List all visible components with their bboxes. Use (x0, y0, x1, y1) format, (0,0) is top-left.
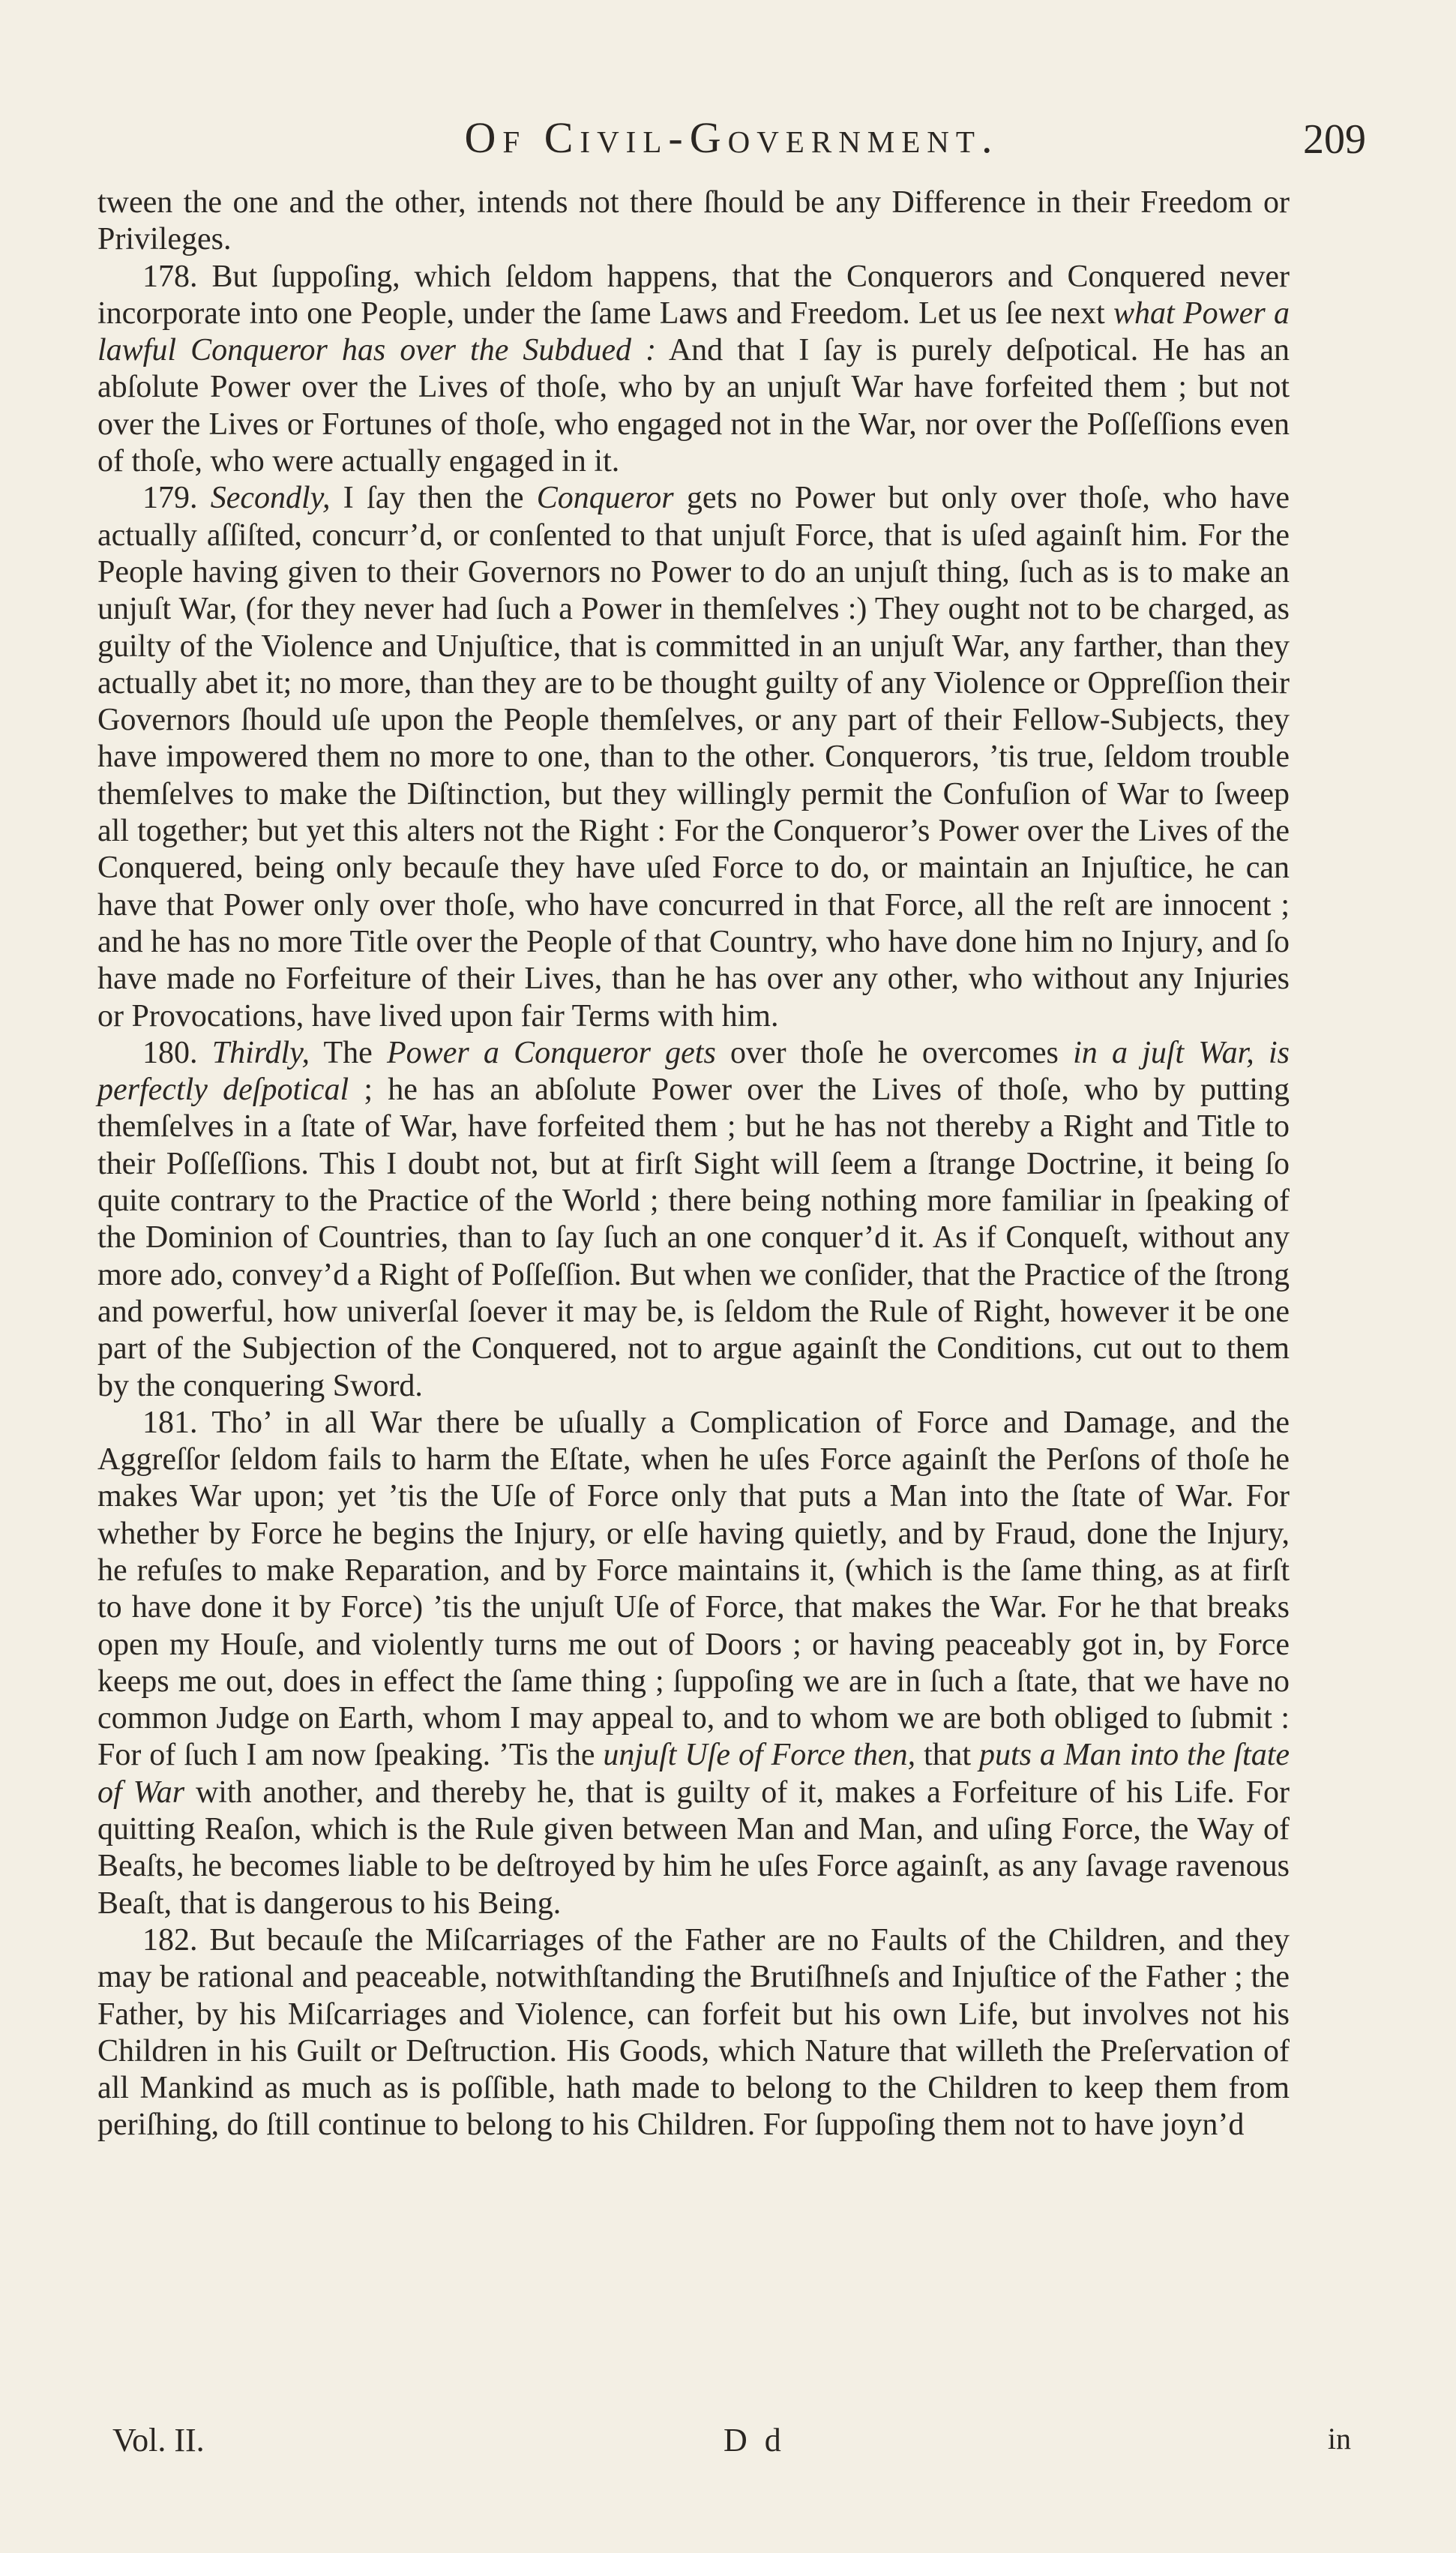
text-run: 179. (142, 481, 211, 516)
paragraph (97, 480, 1290, 1034)
catchword: in (1327, 2422, 1351, 2456)
page-header (97, 112, 1366, 180)
signature-mark: D d (724, 2422, 786, 2458)
text-run: 181. Tho’ in all War there be uſually a Complication of Force and Damage, and the Aggreſſor ſeldom fails to harm the Eſtate, when he uſes Force againſt the Perſons of thoſe he makes War upon; yet ’tis the Uſe of Force only that puts a Man into the ſtate of War. For whether by Force he begins the Injury, or elſe having quietly, and by Fraud, done the Injury, he refuſes to make Reparation, and by Force maintains it, (which is the ſame thing, as at firſt to have done it by Force) ’tis the unjuſt Uſe of Force, that makes the War. For he that breaks open my Houſe, and violently turns me out of Doors ; or having peaceably got in, by Force keeps me out, does in effect the ſame thing ; ſuppoſing we are in ſuch a ſtate, that we have no common Judge on Earth, whom I may appeal to, and to whom we are both obliged to ſubmit : For of ſuch I am now ſpeaking. ’Tis the (97, 1405, 1290, 1773)
text-run: And that I ſay is purely deſpotical. He has an abſolute Power over the Lives of thoſe, who by an unjuſt War have forfeited them ; but not over the Lives or Fortunes of thoſe, who engaged not in the War, nor over the Poſſeſſions even of thoſe, who were actually engaged in it. (97, 333, 1290, 479)
running-head: Of Civil-Government. (464, 113, 999, 162)
text-run: gets no Power but only over thoſe, who have actually aſſiſted, concurr’d, or conſented to that unjuſt Force, that is uſed againſt him. For the People having given to their Governors no Power to do an unjuſt thing, ſuch as is to make an unjuſt War, (for they never had ſuch a Power in themſelves :) They ought not to be charged, as guilty of the Violence and Unjuſtice, that is committed in an unjuſt War, any farther, than they actually abet it; no more, than they are to be thought guilty of any Violence or Oppreſſion their Governors ſhould uſe upon the People themſelves, or any part of their Fellow-Subjects, they have impowered them no more to one, than to the other. Conquerors, ’tis true, ſeldom trouble themſelves to make the Diſtinction, but they willingly permit the Confuſion of War to ſweep all together; but yet this alters not the Right : For the Conqueror’s Power over the Lives of the Conquered, being only becauſe they have uſed Force to do, or maintain an Injuſtice, he can have that Power only over thoſe, who have concurred in that Force, all the reſt are innocent ; and he has no more Title over the People of that Country, who have done him no Injury, and ſo have made no Forfeiture of their Lives, than he has over any other, who without any Injuries or Provocations, have lived upon fair Terms with him. (97, 481, 1290, 1034)
page-footer (97, 2421, 1366, 2466)
page-number: 209 (1303, 116, 1366, 163)
body-text (97, 184, 1290, 2144)
paragraph (97, 1035, 1290, 1405)
paragraph (97, 1922, 1290, 2144)
italic-text-run: what Power a lawful Conqueror has over the Subdued : (97, 296, 1290, 368)
italic-text-run: in a juſt War, is perfectly deſpotical (97, 1035, 1290, 1108)
text-run: 182. But becauſe the Miſcarriages of the Father are no Faults of the Children, and they may be rational and peaceable, notwithſtanding the Brutiſhneſs and Injuſtice of the Father ; the Father, by his Miſcarriages and Violence, can forfeit but his own Life, but involves not his Children in his Guilt or Deſtruction. His Goods, which Nature that willeth the Preſervation of all Mankind as much as is poſſible, hath made to belong to the Children to keep them from periſhing, do ſtill continue to belong to his Children. For ſuppoſing them not to have joyn’d (97, 1922, 1290, 2143)
text-run: The (310, 1035, 388, 1070)
text-run: over thoſe he overcomes (715, 1035, 1074, 1070)
paragraph (97, 259, 1290, 481)
italic-text-run: Conqueror (536, 481, 674, 516)
italic-text-run: Power a Conqueror gets (387, 1035, 716, 1070)
text-run: tween the one and the other, intends not there ſhould be any Difference in their Freedom or Privileges. (97, 185, 1290, 257)
text-run: 180. (142, 1035, 212, 1070)
text-run: I ſay then the (330, 481, 537, 516)
paragraph (97, 184, 1290, 259)
text-run: 178. But ſuppoſing, which ſeldom happens, that the Conquerors and Conquered never incorporate into one People, under the ſame Laws and Freedom. Let us ſee next (97, 259, 1290, 331)
volume-label: Vol. II. (112, 2422, 205, 2458)
text-run: that (915, 1738, 979, 1773)
text-run: ; he has an abſolute Power over the Lives of thoſe, who by putting themſelves in a ſtate of War, have forfeited them ; but he has not thereby a Right and Title to their Poſſeſſions. This I doubt not, but at firſt Sight will ſeem a ſtrange Doctrine, it being ſo quite contrary to the Practice of the World ; there being nothing more familiar in ſpeaking of the Dominion of Countries, than to ſay ſuch an one conquer’d it. As if Conqueſt, without any more ado, convey’d a Right of Poſſeſſion. But when we conſider, that the Practice of the ſtrong and powerful, how univerſal ſoever it may be, is ſeldom the Rule of Right, however it be one part of the Subjection of the Conquered, not to argue againſt the Conditions, cut out to them by the conquering Sword. (97, 1072, 1290, 1403)
text-run: with another, and thereby he, that is guilty of it, makes a Forfeiture of his Life. For quitting Reaſon, which is the Rule given between Man and Man, and uſing Force, the Way of Beaſts, he becomes liable to be deſtroyed by him he uſes Force againſt, as any ſavage ravenous Beaſt, that is dangerous to his Being. (97, 1774, 1290, 1921)
italic-text-run: puts a Man into the ſtate of War (97, 1738, 1290, 1810)
italic-text-run: Secondly, (210, 481, 331, 516)
italic-text-run: unjuſt Uſe of Force then, (603, 1738, 916, 1773)
paragraph (97, 1405, 1290, 1922)
italic-text-run: Thirdly, (211, 1035, 310, 1070)
